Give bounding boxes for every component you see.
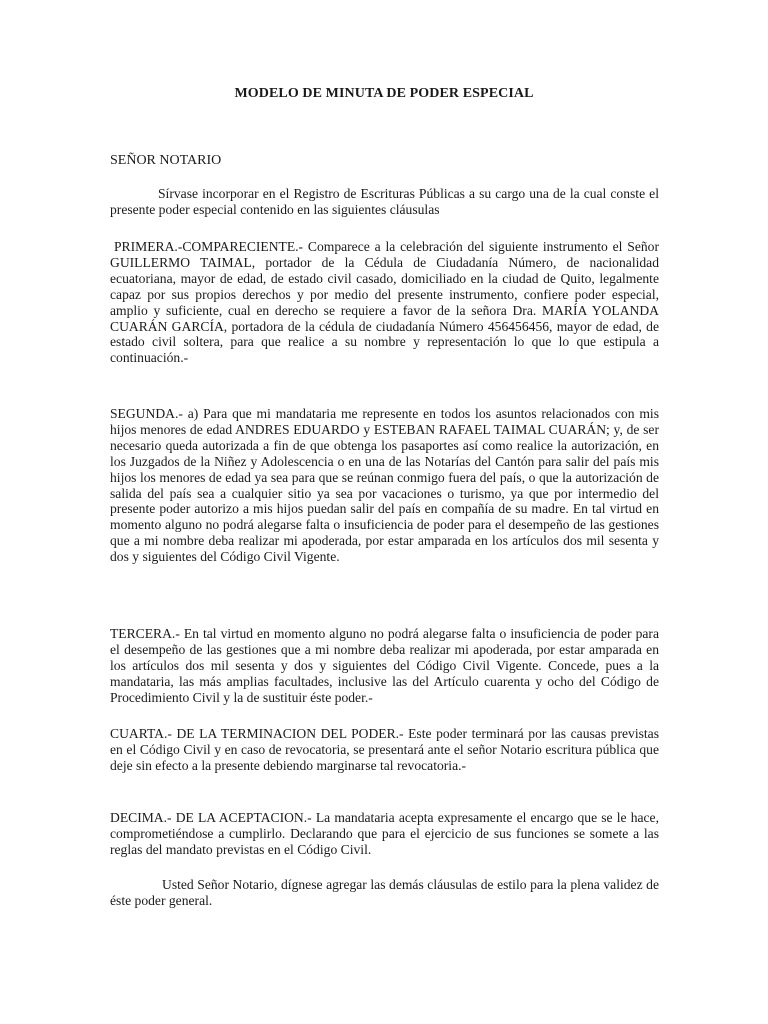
intro-paragraph: Sírvase incorporar en el Registro de Escrituras Públicas a su cargo una de la cual conste el presente poder especial contenido en las siguientes cláusulas: [110, 186, 659, 217]
clause-tercera: TERCERA.- En tal virtud en momento alguno no podrá alegarse falta o insuficiencia de poder para el desempeño de las gestiones que a mi nombre deba realizar mi apoderada, por estar amparada en los artículos dos mil sesenta y dos y siguientes del Código Civil Vigente. Concede, pues a la mandataria, las más amplias facultades, inclusive las del Artículo cuarenta y ocho del Código de Procedimiento Civil y la de sustituir éste poder.-: [110, 626, 659, 705]
clause-cuarta: CUARTA.- DE LA TERMINACION DEL PODER.- Este poder terminará por las causas previstas en el Código Civil y en caso de revocatoria, se presentará ante el señor Notario escritura pública que deje sin efecto a la presente debiendo marginarse tal revocatoria.-: [110, 726, 659, 773]
closing-paragraph: Usted Señor Notario, dígnese agregar las demás cláusulas de estilo para la plena validez de éste poder general.: [110, 877, 659, 908]
salutation: SEÑOR NOTARIO: [110, 153, 222, 168]
clause-segunda: SEGUNDA.- a) Para que mi mandataria me represente en todos los asuntos relacionados con mis hijos menores de edad ANDRES EDUARDO y ESTEBAN RAFAEL TAIMAL CUARÁN; y, de ser necesario queda autorizada a fin de que obtenga los pasaportes así como realice la autorización, en los Juzgados de la Niñez y Adolescencia o en una de las Notarías del Cantón para salir del país mis hijos los menores de edad ya sea para que se reúnan conmigo fuera del país, o que la autorización de salida del país sea a cualquier sitio ya sea por vacaciones o turismo, ya que por intermedio del presente poder autorizo a mis hijos puedan salir del país en compañía de su madre. En tal virtud en momento alguno no podrá alegarse falta o insuficiencia de poder para el desempeño de las gestiones que a mi nombre deba realizar mi apoderada, por estar amparada en los artículos dos mil sesenta y dos y siguientes del Código Civil Vigente.: [110, 406, 659, 565]
clause-decima: DECIMA.- DE LA ACEPTACION.- La mandataria acepta expresamente el encargo que se le hace, comprometiéndose a cumplirlo. Declarando que para el ejercicio de sus funciones se somete a las reglas del mandato previstas en el Código Civil.: [110, 810, 659, 857]
clause-primera: PRIMERA.-COMPARECIENTE.- Comparece a la celebración del siguiente instrumento el Señor GUILLERMO TAIMAL, portador de la Cédula de Ciudadanía Número, de nacionalidad ecuatoriana, mayor de edad, de estado civil casado, domiciliado en la ciudad de Quito, legalmente capaz por sus propios derechos y por medio del presente instrumento, confiere poder especial, amplio y suficiente, cual en derecho se requiere a favor de la señora Dra. MARÍA YOLANDA CUARÁN GARCÍA, portadora de la cédula de ciudadanía Número 456456456, mayor de edad, de estado civil soltera, para que realice a su nombre y representación lo que lo que estipula a continuación.-: [110, 239, 659, 366]
document-title: MODELO DE MINUTA DE PODER ESPECIAL: [234, 86, 534, 101]
